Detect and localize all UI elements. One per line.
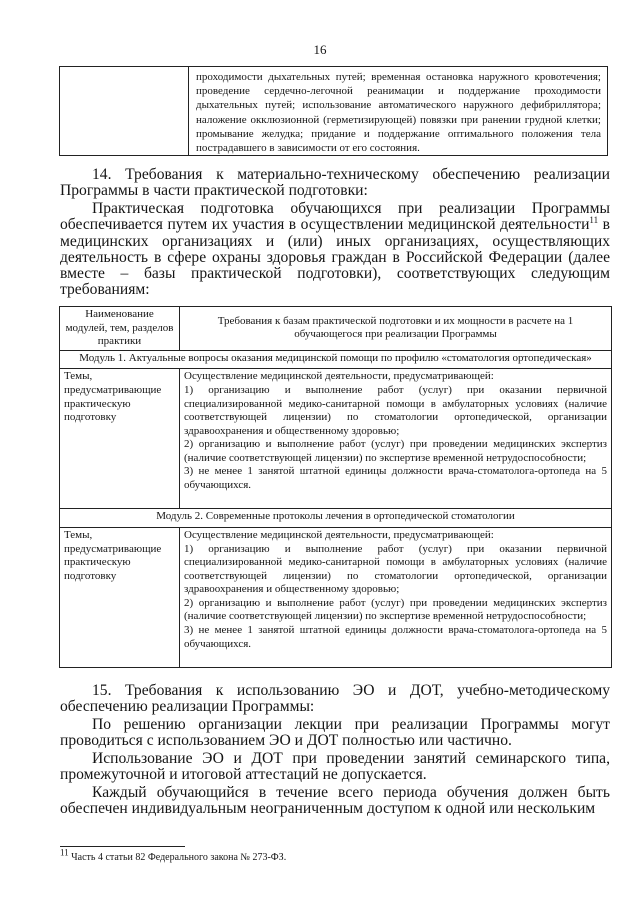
- requirement-intro: Осуществление медицинской деятельности, предусматривающей:: [184, 528, 494, 541]
- section-15-paragraph-2: Использование ЭО и ДОТ при проведении занятий семинарского типа, промежуточной и итоговой аттестаций не допускается.: [60, 750, 610, 784]
- column-header-modules: Наименование модулей, тем, разделов практики: [60, 307, 180, 351]
- footnote-mark: 11: [60, 847, 69, 858]
- requirement-item: 1) организацию и выполнение работ (услуг) при оказании первичной специализированной медико-санитарной помощи в амбулаторных условиях (наличие соответствующей лицензии) по стоматологии ортопедической, организации здравоохранения и общественному здоровью;: [184, 383, 607, 437]
- table-header-row: [60, 307, 612, 351]
- section-14-paragraph: [60, 201, 610, 299]
- footnote-separator: [60, 846, 185, 847]
- continued-table-cell: проходимости дыхательных путей; временная остановка наружного кровотечения; проведение сердечно-легочной реанимации и поддержание проходимости дыхательных путей; использование автоматического наружного дефибриллятора; наложение окклюзионной (герметизирующей) повязки при ранении грудной клетки; промывание желудка; придание и поддержание оптимального положения тела пострадавшего в зависимости от его состояния.: [196, 71, 601, 155]
- footnote-text: Часть 4 статьи 82 Федерального закона № 273-ФЗ.: [68, 852, 287, 863]
- continued-table: [59, 66, 608, 156]
- module-1-requirements: [180, 369, 612, 509]
- module-2-requirements: [180, 527, 612, 667]
- requirement-item: 2) организацию и выполнение работ (услуг) при проведении медицинских экспертиз (наличие соответствующей лицензии) по экспертизе временной нетрудоспособности;: [184, 596, 607, 623]
- page-number: 16: [313, 42, 327, 57]
- module-2-topics: Темы, предусматривающие практическую подготовку: [60, 527, 180, 667]
- table-row: [60, 369, 612, 509]
- section-15-paragraph-1: По решению организации лекции при реализации Программы могут проводиться с использованием ЭО и ДОТ полностью или частично.: [60, 716, 610, 750]
- module-title-row: [60, 509, 612, 528]
- footnote-reference: 11: [589, 215, 599, 226]
- requirement-item: 3) не менее 1 занятой штатной единицы должности врача-стоматолога-ортопеда на 5 обучающихся.: [184, 624, 607, 650]
- module-1-topics: Темы, предусматривающие практическую подготовку: [60, 369, 180, 509]
- requirement-intro: Осуществление медицинской деятельности, предусматривающей:: [184, 370, 494, 383]
- requirement-item: 1) организацию и выполнение работ (услуг) при оказании первичной специализированной медико-санитарной помощи в амбулаторных условиях (наличие соответствующей лицензии) по стоматологии ортопедической, организации здравоохранения и общественному здоровью;: [184, 542, 607, 596]
- table-row: [60, 527, 612, 667]
- module-2-title: Модуль 2. Современные протоколы лечения в ортопедической стоматологии: [60, 509, 612, 528]
- requirement-item: 3) не менее 1 занятой штатной единицы должности врача-стоматолога-ортопеда на 5 обучающихся.: [184, 465, 607, 492]
- footnote: [60, 847, 287, 863]
- section-14-paragraph-text: Практическая подготовка обучающихся при реализации Программы обеспечивается путем их участия в осуществлении медицинской деятельности: [60, 200, 610, 234]
- requirements-table: [59, 306, 612, 668]
- requirement-item: 2) организацию и выполнение работ (услуг) при проведении медицинских экспертиз (наличие соответствующей лицензии) по экспертизе временной нетрудоспособности;: [184, 438, 607, 464]
- module-title-row: [60, 350, 612, 369]
- section-14-heading: 14. Требования к материально-техническому обеспечению реализации Программы в части практической подготовки:: [60, 166, 610, 200]
- column-header-requirements: Требования к базам практической подготовки и их мощности в расчете на 1 обучающегося при реализации Программы: [180, 307, 612, 351]
- module-1-title: Модуль 1. Актуальные вопросы оказания медицинской помощи по профилю «стоматология ортопедическая»: [60, 350, 612, 369]
- section-14-paragraph-continuation: в медицинских организациях и (или) иных организациях, осуществляющих деятельность в сфере охраны здоровья граждан в Российской Федерации (далее вместе – базы практической подготовки), соответствующих следующим требованиям:: [60, 216, 610, 299]
- section-15-heading: 15. Требования к использованию ЭО и ДОТ, учебно-методическому обеспечению реализации Программы:: [60, 682, 610, 716]
- table-column-divider: [188, 67, 189, 155]
- section-15-paragraph-3: Каждый обучающийся в течение всего периода обучения должен быть обеспечен индивидуальным неограниченным доступом к одной или нескольким: [60, 784, 610, 818]
